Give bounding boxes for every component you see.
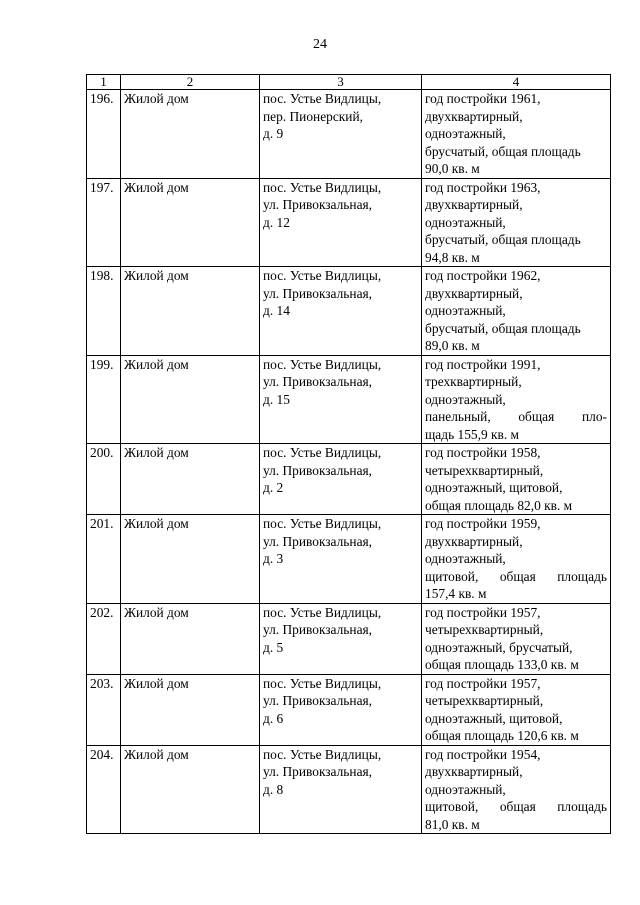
word: площадь	[557, 568, 607, 584]
table-header-row	[87, 75, 611, 90]
description-line: общая площадь 82,0 кв. м	[425, 497, 573, 513]
description-line: брусчатый, общая площадь	[425, 232, 581, 247]
row-number: 202.	[87, 603, 121, 674]
description-line: 81,0 кв. м	[425, 816, 480, 832]
word: общая	[518, 409, 555, 424]
object-type: Жилой дом	[121, 745, 260, 834]
description-line: одноэтажный,	[425, 303, 506, 318]
description-line: четырехквартирный,	[425, 462, 544, 478]
word: щитовой,	[425, 799, 479, 814]
address-line: ул. Привокзальная,	[263, 462, 373, 478]
address-line: ул. Привокзальная,	[263, 374, 373, 389]
description-line: год постройки 1961,	[425, 91, 541, 106]
address-cell	[260, 355, 422, 444]
row-number: 204.	[87, 745, 121, 834]
description-line: двухквартирный,	[425, 285, 523, 301]
address-line: д. 9	[263, 126, 284, 141]
address-line: пос. Устье Видлицы,	[263, 445, 382, 460]
object-type: Жилой дом	[121, 674, 260, 745]
address-line: ул. Привокзальная,	[263, 197, 373, 212]
description-line: год постройки 1958,	[425, 445, 541, 460]
address-line: ул. Привокзальная,	[263, 693, 373, 708]
description-line: одноэтажный,	[425, 214, 506, 230]
description-cell	[422, 355, 611, 444]
address-line: д. 14	[263, 303, 290, 318]
description-cell	[422, 603, 611, 674]
object-type: Жилой дом	[121, 267, 260, 356]
address-line: д. 15	[263, 391, 290, 407]
word: общая	[499, 568, 536, 584]
table-row	[87, 355, 611, 444]
description-cell	[422, 444, 611, 515]
object-type: Жилой дом	[121, 90, 260, 179]
object-type: Жилой дом	[121, 444, 260, 515]
address-line: ул. Привокзальная,	[263, 285, 373, 301]
description-line: год постройки 1959,	[425, 516, 541, 531]
description-line: 157,4 кв. м	[425, 586, 487, 601]
description-line: одноэтажный, щитовой,	[425, 480, 563, 495]
address-line: пос. Устье Видлицы,	[263, 675, 382, 691]
row-number: 197.	[87, 178, 121, 267]
address-line: пос. Устье Видлицы,	[263, 516, 382, 531]
description-line: одноэтажный,	[425, 391, 506, 407]
table-row	[87, 745, 611, 834]
table-body	[87, 90, 611, 834]
description-cell	[422, 267, 611, 356]
word: площадь	[557, 799, 607, 814]
description-line: год постройки 1963,	[425, 179, 541, 195]
column-header-3: 3	[260, 75, 422, 90]
row-number: 198.	[87, 267, 121, 356]
address-cell	[260, 178, 422, 267]
word: панельный,	[425, 409, 491, 424]
table-row	[87, 90, 611, 179]
description-line: год постройки 1991,	[425, 356, 541, 372]
address-cell	[260, 90, 422, 179]
description-line: 90,0 кв. м	[425, 161, 480, 176]
description-cell	[422, 178, 611, 267]
column-header-1: 1	[87, 75, 121, 90]
description-line	[425, 408, 607, 426]
table-row	[87, 674, 611, 745]
description-line: год постройки 1962,	[425, 268, 541, 283]
description-line: четырехквартирный,	[425, 622, 544, 637]
address-cell	[260, 674, 422, 745]
description-cell	[422, 674, 611, 745]
address-line: пос. Устье Видлицы,	[263, 356, 382, 372]
description-cell	[422, 90, 611, 179]
word: общая	[499, 799, 536, 814]
object-type: Жилой дом	[121, 603, 260, 674]
object-type: Жилой дом	[121, 515, 260, 604]
address-cell	[260, 515, 422, 604]
row-number: 199.	[87, 355, 121, 444]
description-line: брусчатый, общая площадь	[425, 320, 581, 336]
word: щитовой,	[425, 568, 479, 584]
description-line: год постройки 1954,	[425, 746, 541, 762]
description-line	[425, 568, 607, 586]
description-line: одноэтажный,	[425, 781, 506, 797]
address-line: д. 8	[263, 781, 284, 797]
description-line: трехквартирный,	[425, 374, 522, 389]
description-line: общая площадь 133,0 кв. м	[425, 657, 579, 672]
address-line: д. 5	[263, 639, 284, 655]
description-line: двухквартирный,	[425, 533, 523, 549]
description-line: год постройки 1957,	[425, 675, 541, 691]
row-number: 203.	[87, 674, 121, 745]
address-line: д. 6	[263, 710, 284, 726]
description-line	[425, 798, 607, 816]
address-cell	[260, 745, 422, 834]
object-type: Жилой дом	[121, 355, 260, 444]
object-type: Жилой дом	[121, 178, 260, 267]
page-number: 24	[313, 37, 327, 52]
description-line: 89,0 кв. м	[425, 338, 480, 353]
description-line: одноэтажный,	[425, 126, 506, 141]
property-registry-table	[86, 74, 611, 834]
address-line: пос. Устье Видлицы,	[263, 268, 382, 283]
word: пло-	[581, 409, 607, 424]
description-cell	[422, 745, 611, 834]
address-cell	[260, 603, 422, 674]
address-line: д. 12	[263, 214, 290, 230]
description-line: двухквартирный,	[425, 764, 523, 779]
address-line: пос. Устье Видлицы,	[263, 91, 382, 106]
row-number: 201.	[87, 515, 121, 604]
address-line: пос. Устье Видлицы,	[263, 604, 382, 620]
table-row	[87, 515, 611, 604]
address-cell	[260, 444, 422, 515]
description-line: общая площадь 120,6 кв. м	[425, 728, 579, 743]
address-line: ул. Привокзальная,	[263, 533, 373, 549]
description-cell	[422, 515, 611, 604]
description-line: одноэтажный, брусчатый,	[425, 639, 573, 655]
description-line: год постройки 1957,	[425, 604, 541, 620]
description-line: двухквартирный,	[425, 108, 523, 124]
description-line: щадь 155,9 кв. м	[425, 426, 519, 442]
table-row	[87, 444, 611, 515]
column-header-4: 4	[422, 75, 611, 90]
table-row	[87, 178, 611, 267]
address-line: д. 3	[263, 551, 284, 566]
address-line: д. 2	[263, 480, 284, 495]
description-line: одноэтажный,	[425, 551, 506, 566]
table-row	[87, 267, 611, 356]
row-number: 196.	[87, 90, 121, 179]
address-line: ул. Привокзальная,	[263, 622, 373, 637]
table-row	[87, 603, 611, 674]
description-line: брусчатый, общая площадь	[425, 143, 581, 159]
address-line: ул. Привокзальная,	[263, 764, 373, 779]
address-line: пос. Устье Видлицы,	[263, 179, 382, 195]
description-line: одноэтажный, щитовой,	[425, 710, 563, 726]
description-line: четырехквартирный,	[425, 693, 544, 708]
address-line: пер. Пионерский,	[263, 108, 363, 124]
row-number: 200.	[87, 444, 121, 515]
address-cell	[260, 267, 422, 356]
description-line: 94,8 кв. м	[425, 249, 480, 265]
description-line: двухквартирный,	[425, 197, 523, 212]
column-header-2: 2	[121, 75, 260, 90]
address-line: пос. Устье Видлицы,	[263, 746, 382, 762]
